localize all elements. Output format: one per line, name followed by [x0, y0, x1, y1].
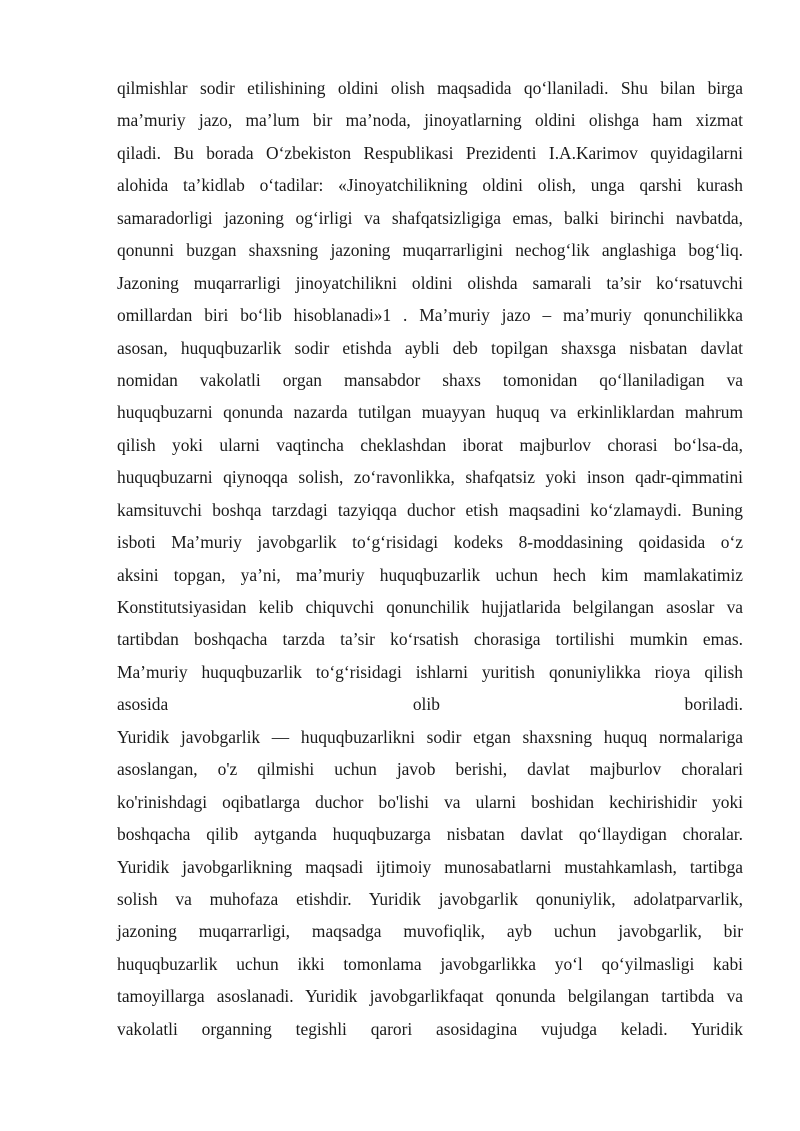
text-line: asoslangan, o'z qilmishi uchun javob berishi, davlat majburlov choralari — [117, 759, 743, 780]
text-line: Yuridik javobgarlikning maqsadi ijtimoiy munosabatlarni mustahkamlash, tartibga — [117, 856, 743, 877]
text-line: kamsituvchi boshqa tarzdagi tazyiqqa duchor etish maqsadini ko‘zlamaydi. Buning — [117, 499, 743, 520]
text-line: qilmishlar sodir etilishining oldini olish maqsadida qo‘llaniladi. Shu bilan birga — [117, 78, 743, 98]
text-line: ko'rinishdagi oqibatlarga duchor bo'lishi va ularni boshidan kechirishidir yoki — [117, 791, 743, 812]
text-line: boshqacha qilib aytganda huquqbuzarga nisbatan davlat qo‘llaydigan choralar. — [117, 824, 743, 845]
text-line: vakolatli organning tegishli qarori asosidagina vujudga keladi. Yuridik — [117, 1018, 743, 1039]
text-line: omillardan biri bo‘lib hisoblanadi»1 . Ma’muriy jazo – ma’muriy qonunchilikka — [117, 305, 743, 326]
text-line: qilish yoki ularni vaqtincha cheklashdan iborat majburlov chorasi bo‘lsa-da, — [117, 434, 743, 455]
text-line: tamoyillarga asoslanadi. Yuridik javobgarlikfaqat qonunda belgilangan tartibda va — [117, 986, 743, 1007]
text-line: Konstitutsiyasidan kelib chiquvchi qonunchilik hujjatlarida belgilangan asoslar va — [117, 597, 743, 617]
text-line: alohida ta’kidlab o‘tadilar: «Jinoyatchilikning oldini olish, unga qarshi kurash — [117, 175, 743, 196]
text-line: asosida olib boriladi. — [117, 694, 743, 715]
text-line: solish va muhofaza etishdir. Yuridik javobgarlik qonuniylik, adolatparvarlik, — [117, 888, 743, 909]
text-line: huquqbuzarlik uchun ikki tomonlama javobgarlikka yo‘l qo‘yilmasligi kabi — [117, 953, 743, 974]
text-line: samaradorligi jazoning og‘irligi va shafqatsizligiga emas, balki birinchi navbatda, — [117, 207, 743, 228]
text-line: asosan, huquqbuzarlik sodir etishda aybli deb topilgan shaxsga nisbatan davlat — [117, 337, 743, 358]
text-line: qonunni buzgan shaxsning jazoning muqarrarligini nechog‘lik anglashiga bog‘liq. — [117, 240, 743, 261]
body-text — [117, 72, 743, 1045]
text-line: Jazoning muqarrarligi jinoyatchilikni oldini olishda samarali ta’sir ko‘rsatuvchi — [117, 272, 743, 293]
text-line: Yuridik javobgarlik — huquqbuzarlikni sodir etgan shaxsning huquq normalariga — [117, 726, 743, 747]
text-line: huquqbuzarni qiynoqqa solish, zo‘ravonlikka, shafqatsiz yoki inson qadr-qimmatini — [117, 467, 743, 488]
text-line: Ma’muriy huquqbuzarlik to‘g‘risidagi ishlarni yuritish qonuniylikka rioya qilish — [117, 661, 743, 682]
text-line: isboti Ma’muriy javobgarlik to‘g‘risidagi kodeks 8-moddasining qoidasida o‘z — [117, 532, 743, 553]
text-line: qiladi. Bu borada O‘zbekiston Respublikasi Prezidenti I.A.Karimov quyidagilarni — [117, 142, 743, 163]
text-line: nomidan vakolatli organ mansabdor shaxs tomonidan qo‘llaniladigan va — [117, 369, 743, 390]
text-line: ma’muriy jazo, ma’lum bir ma’noda, jinoyatlarning oldini olishga ham xizmat — [117, 110, 743, 131]
text-line: huquqbuzarni qonunda nazarda tutilgan muayyan huquq va erkinliklardan mahrum — [117, 402, 743, 423]
text-line: tartibdan boshqacha tarzda ta’sir ko‘rsatish chorasiga tortilishi mumkin emas. — [117, 629, 743, 650]
text-line: aksini topgan, ya’ni, ma’muriy huquqbuzarlik uchun hech kim mamlakatimiz — [117, 564, 743, 585]
text-line: jazoning muqarrarligi, maqsadga muvofiqlik, ayb uchun javobgarlik, bir — [117, 921, 743, 942]
